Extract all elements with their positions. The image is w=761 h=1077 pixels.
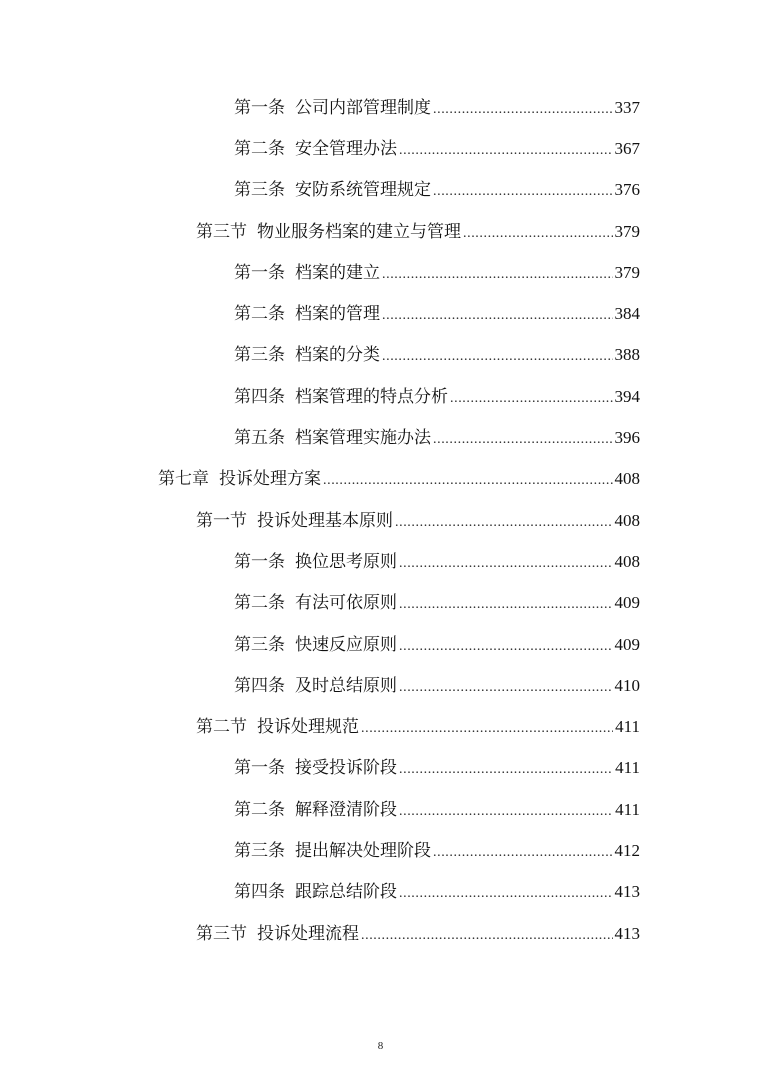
dot-leader <box>463 227 613 241</box>
toc-entry-number: 第三条 <box>234 345 285 366</box>
toc-entry-title: 档案的管理 <box>295 304 380 325</box>
toc-entry[interactable] <box>234 376 761 417</box>
dot-leader <box>399 144 613 158</box>
toc-entry[interactable] <box>234 583 761 624</box>
dot-leader <box>399 557 613 571</box>
toc-entry-page: 379 <box>614 262 640 282</box>
toc-entry[interactable] <box>234 335 761 376</box>
table-of-contents <box>0 87 761 954</box>
toc-entry-title: 物业服务档案的建立与管理 <box>257 221 461 242</box>
toc-entry-number: 第三节 <box>196 221 247 242</box>
toc-entry[interactable] <box>234 789 761 830</box>
toc-entry-title: 投诉处理方案 <box>219 469 321 490</box>
toc-entry-page: 413 <box>614 882 640 902</box>
dot-leader <box>399 640 613 654</box>
toc-entry-title: 有法可依原则 <box>295 593 397 614</box>
toc-entry[interactable] <box>196 211 761 252</box>
toc-entry-page: 411 <box>615 799 640 819</box>
dot-leader <box>323 474 613 488</box>
toc-entry-title: 提出解决处理阶段 <box>295 840 431 861</box>
toc-entry-page: 337 <box>614 97 640 117</box>
dot-leader <box>399 805 613 819</box>
toc-entry-number: 第三条 <box>234 840 285 861</box>
toc-entry[interactable] <box>196 500 761 541</box>
dot-leader <box>361 929 613 943</box>
toc-entry-title: 及时总结原则 <box>295 675 397 696</box>
toc-entry-page: 408 <box>614 469 640 489</box>
toc-entry[interactable] <box>158 459 761 500</box>
toc-entry-number: 第一条 <box>234 758 285 779</box>
dot-leader <box>399 681 613 695</box>
dot-leader <box>433 103 613 117</box>
toc-entry-page: 394 <box>614 386 640 406</box>
toc-entry-title: 档案管理实施办法 <box>295 428 431 449</box>
toc-entry[interactable] <box>234 128 761 169</box>
toc-entry[interactable] <box>234 170 761 211</box>
toc-entry-title: 跟踪总结阶段 <box>295 882 397 903</box>
toc-entry-page: 388 <box>614 345 640 365</box>
toc-entry-number: 第七章 <box>158 469 209 490</box>
toc-entry-number: 第二条 <box>234 593 285 614</box>
dot-leader <box>361 722 613 736</box>
toc-entry-page: 411 <box>615 758 640 778</box>
toc-entry[interactable] <box>234 252 761 293</box>
toc-entry-number: 第一条 <box>234 97 285 118</box>
toc-entry-title: 投诉处理流程 <box>257 923 359 944</box>
toc-entry-page: 367 <box>614 138 640 158</box>
toc-entry[interactable] <box>234 665 761 706</box>
dot-leader <box>399 763 613 777</box>
dot-leader <box>399 598 613 612</box>
toc-entry-page: 413 <box>614 923 640 943</box>
toc-entry-page: 376 <box>614 180 640 200</box>
toc-entry-page: 412 <box>614 840 640 860</box>
dot-leader <box>395 516 613 530</box>
toc-entry-number: 第三条 <box>234 180 285 201</box>
toc-entry-title: 档案的分类 <box>295 345 380 366</box>
toc-entry-page: 409 <box>614 593 640 613</box>
toc-entry-page: 411 <box>615 717 640 737</box>
toc-entry-page: 408 <box>614 551 640 571</box>
toc-entry-number: 第二条 <box>234 138 285 159</box>
toc-entry-number: 第二节 <box>196 717 247 738</box>
toc-entry-number: 第三节 <box>196 923 247 944</box>
toc-entry-title: 档案的建立 <box>295 262 380 283</box>
dot-leader <box>399 887 613 901</box>
toc-entry[interactable] <box>234 748 761 789</box>
dot-leader <box>382 268 613 282</box>
toc-entry-number: 第四条 <box>234 675 285 696</box>
toc-entry-title: 投诉处理基本原则 <box>257 510 393 531</box>
toc-entry-number: 第四条 <box>234 882 285 903</box>
toc-entry[interactable] <box>234 624 761 665</box>
dot-leader <box>450 392 613 406</box>
toc-entry-number: 第四条 <box>234 386 285 407</box>
dot-leader <box>433 185 613 199</box>
toc-entry-page: 409 <box>614 634 640 654</box>
toc-entry-number: 第三条 <box>234 634 285 655</box>
toc-entry-number: 第一节 <box>196 510 247 531</box>
toc-entry-page: 384 <box>614 304 640 324</box>
dot-leader <box>382 309 613 323</box>
dot-leader <box>382 350 613 364</box>
toc-entry-page: 408 <box>614 510 640 530</box>
toc-entry-title: 档案管理的特点分析 <box>295 386 448 407</box>
toc-entry-title: 快速反应原则 <box>295 634 397 655</box>
toc-entry[interactable] <box>196 913 761 954</box>
toc-entry-number: 第二条 <box>234 304 285 325</box>
toc-entry[interactable] <box>234 87 761 128</box>
toc-entry-title: 接受投诉阶段 <box>295 758 397 779</box>
toc-entry-page: 379 <box>614 221 640 241</box>
toc-entry-page: 410 <box>614 675 640 695</box>
toc-entry[interactable] <box>234 872 761 913</box>
toc-entry-page: 396 <box>614 428 640 448</box>
toc-entry[interactable] <box>234 830 761 871</box>
toc-entry-number: 第一条 <box>234 262 285 283</box>
toc-entry-number: 第二条 <box>234 799 285 820</box>
toc-entry[interactable] <box>234 541 761 582</box>
toc-entry-title: 公司内部管理制度 <box>295 97 431 118</box>
toc-entry[interactable] <box>234 293 761 334</box>
dot-leader <box>433 433 613 447</box>
toc-entry[interactable] <box>196 706 761 747</box>
toc-entry-number: 第一条 <box>234 551 285 572</box>
page-number: 8 <box>377 1040 384 1052</box>
toc-entry-number: 第五条 <box>234 428 285 449</box>
toc-entry-title: 换位思考原则 <box>295 551 397 572</box>
toc-entry-title: 安防系统管理规定 <box>295 180 431 201</box>
toc-entry-title: 投诉处理规范 <box>257 717 359 738</box>
toc-entry[interactable] <box>234 417 761 458</box>
dot-leader <box>433 846 613 860</box>
toc-entry-title: 安全管理办法 <box>295 138 397 159</box>
toc-entry-title: 解释澄清阶段 <box>295 799 397 820</box>
